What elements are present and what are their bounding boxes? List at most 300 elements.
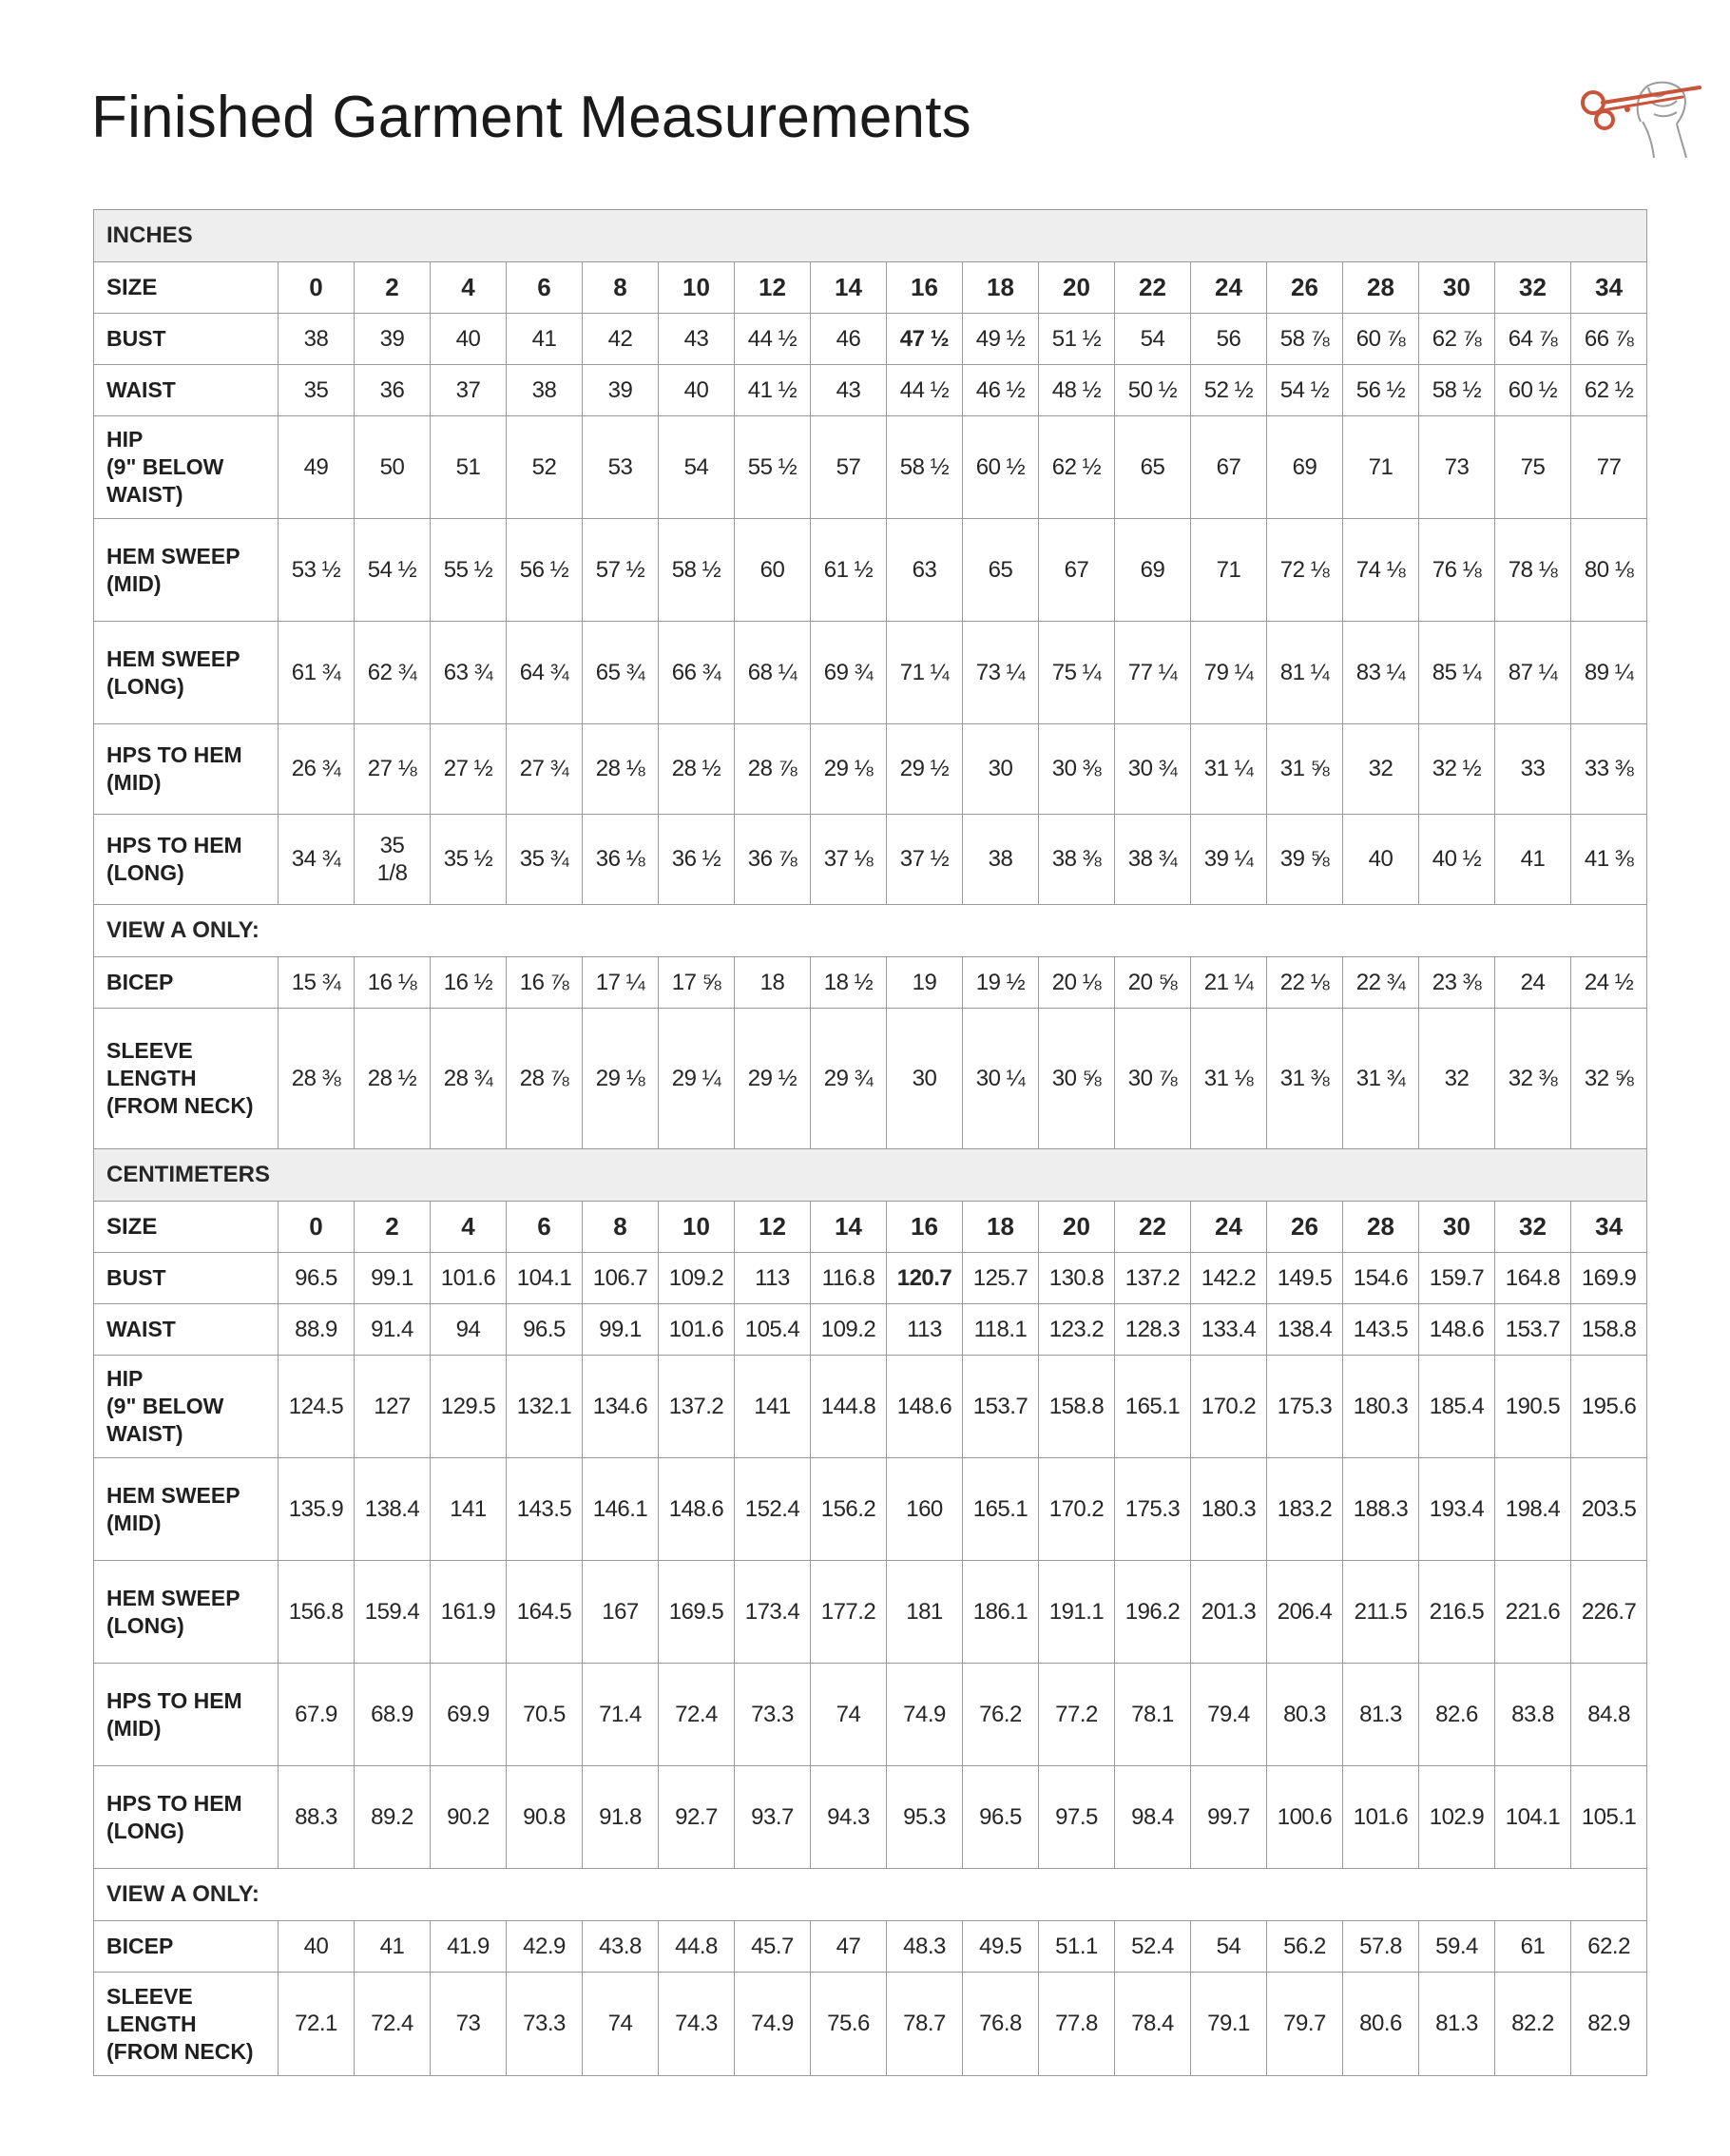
row-label: HEM SWEEP (MID) bbox=[94, 519, 279, 622]
hem-sweep-row bbox=[94, 622, 1647, 724]
value-cell: 101.6 bbox=[431, 1253, 507, 1304]
value-cell: 20 ⅛ bbox=[1039, 957, 1115, 1009]
value-cell: 173.4 bbox=[735, 1561, 811, 1664]
row-label: SIZE bbox=[94, 262, 279, 314]
row-label: HEM SWEEP (MID) bbox=[94, 1458, 279, 1561]
value-cell: 40 bbox=[659, 365, 735, 416]
value-cell: 39 ¼ bbox=[1191, 815, 1267, 905]
value-cell: 51 ½ bbox=[1039, 314, 1115, 365]
value-cell: 69.9 bbox=[431, 1664, 507, 1766]
size-row bbox=[94, 262, 1647, 314]
value-cell: 56 ½ bbox=[507, 519, 583, 622]
hip-row bbox=[94, 1356, 1647, 1458]
value-cell: 43 bbox=[659, 314, 735, 365]
value-cell: 30 ⅝ bbox=[1039, 1009, 1115, 1149]
value-cell: 24 bbox=[1495, 957, 1571, 1009]
value-cell: 60 ½ bbox=[963, 416, 1039, 519]
value-cell: 99.7 bbox=[1191, 1766, 1267, 1869]
measurements-table bbox=[93, 209, 1647, 2076]
row-label: HPS TO HEM (LONG) bbox=[94, 1766, 279, 1869]
view-a-header bbox=[94, 1869, 1647, 1921]
value-cell: 54 bbox=[1191, 1921, 1267, 1973]
value-cell: 99.1 bbox=[355, 1253, 431, 1304]
value-cell: 80.3 bbox=[1267, 1664, 1343, 1766]
value-cell: 142.2 bbox=[1191, 1253, 1267, 1304]
row-label: HEM SWEEP (LONG) bbox=[94, 1561, 279, 1664]
value-cell: 35 bbox=[279, 365, 355, 416]
value-cell: 40 bbox=[431, 314, 507, 365]
value-cell: 190.5 bbox=[1495, 1356, 1571, 1458]
section-header-label: INCHES bbox=[94, 210, 1647, 262]
value-cell: 28 bbox=[1343, 1202, 1419, 1253]
value-cell: 69 ¾ bbox=[811, 622, 887, 724]
value-cell: 56 ½ bbox=[1343, 365, 1419, 416]
value-cell: 91.4 bbox=[355, 1304, 431, 1356]
value-cell: 97.5 bbox=[1039, 1766, 1115, 1869]
value-cell: 32 ½ bbox=[1419, 724, 1495, 815]
value-cell: 180.3 bbox=[1191, 1458, 1267, 1561]
value-cell: 109.2 bbox=[659, 1253, 735, 1304]
value-cell: 95.3 bbox=[887, 1766, 963, 1869]
value-cell: 14 bbox=[811, 1202, 887, 1253]
value-cell: 113 bbox=[887, 1304, 963, 1356]
value-cell: 24 bbox=[1191, 1202, 1267, 1253]
value-cell: 53 ½ bbox=[279, 519, 355, 622]
value-cell: 83.8 bbox=[1495, 1664, 1571, 1766]
value-cell: 148.6 bbox=[659, 1458, 735, 1561]
value-cell: 41 bbox=[355, 1921, 431, 1973]
value-cell: 72.4 bbox=[355, 1973, 431, 2076]
value-cell: 75 ¼ bbox=[1039, 622, 1115, 724]
hps-to-hem-row bbox=[94, 724, 1647, 815]
value-cell: 2 bbox=[355, 1202, 431, 1253]
value-cell: 65 bbox=[1115, 416, 1191, 519]
value-cell: 57.8 bbox=[1343, 1921, 1419, 1973]
value-cell: 141 bbox=[735, 1356, 811, 1458]
value-cell: 96.5 bbox=[279, 1253, 355, 1304]
value-cell: 64 ¾ bbox=[507, 622, 583, 724]
value-cell: 148.6 bbox=[1419, 1304, 1495, 1356]
value-cell: 66 ⅞ bbox=[1571, 314, 1647, 365]
row-label: SLEEVE LENGTH (FROM NECK) bbox=[94, 1009, 279, 1149]
value-cell: 106.7 bbox=[583, 1253, 659, 1304]
value-cell: 90.2 bbox=[431, 1766, 507, 1869]
value-cell: 54 bbox=[1115, 314, 1191, 365]
value-cell: 34 ¾ bbox=[279, 815, 355, 905]
value-cell: 2 bbox=[355, 262, 431, 314]
value-cell: 71 bbox=[1343, 416, 1419, 519]
value-cell: 100.6 bbox=[1267, 1766, 1343, 1869]
value-cell: 94 bbox=[431, 1304, 507, 1356]
value-cell: 21 ¼ bbox=[1191, 957, 1267, 1009]
value-cell: 74 bbox=[811, 1664, 887, 1766]
value-cell: 73 ¼ bbox=[963, 622, 1039, 724]
value-cell: 41 bbox=[1495, 815, 1571, 905]
value-cell: 82.2 bbox=[1495, 1973, 1571, 2076]
value-cell: 81 ¼ bbox=[1267, 622, 1343, 724]
view-a-header-label: VIEW A ONLY: bbox=[94, 905, 1647, 957]
value-cell: 16 bbox=[887, 1202, 963, 1253]
value-cell: 42.9 bbox=[507, 1921, 583, 1973]
value-cell: 78 ⅛ bbox=[1495, 519, 1571, 622]
value-cell: 20 bbox=[1039, 1202, 1115, 1253]
waist-row bbox=[94, 365, 1647, 416]
value-cell: 55 ½ bbox=[735, 416, 811, 519]
value-cell: 28 ⅞ bbox=[735, 724, 811, 815]
value-cell: 20 ⅝ bbox=[1115, 957, 1191, 1009]
value-cell: 94.3 bbox=[811, 1766, 887, 1869]
value-cell: 58 ½ bbox=[1419, 365, 1495, 416]
row-label: SIZE bbox=[94, 1202, 279, 1253]
row-label: HPS TO HEM (MID) bbox=[94, 724, 279, 815]
value-cell: 28 ⅞ bbox=[507, 1009, 583, 1149]
section-header bbox=[94, 1149, 1647, 1202]
row-label: HEM SWEEP (LONG) bbox=[94, 622, 279, 724]
value-cell: 54 bbox=[659, 416, 735, 519]
value-cell: 34 bbox=[1571, 262, 1647, 314]
value-cell: 62 ½ bbox=[1039, 416, 1115, 519]
row-label: WAIST bbox=[94, 365, 279, 416]
value-cell: 23 ⅜ bbox=[1419, 957, 1495, 1009]
value-cell: 48.3 bbox=[887, 1921, 963, 1973]
value-cell: 165.1 bbox=[1115, 1356, 1191, 1458]
value-cell: 47 ½ bbox=[887, 314, 963, 365]
value-cell: 31 ⅜ bbox=[1267, 1009, 1343, 1149]
value-cell: 35 ½ bbox=[431, 815, 507, 905]
value-cell: 22 ⅛ bbox=[1267, 957, 1343, 1009]
value-cell: 66 ¾ bbox=[659, 622, 735, 724]
value-cell: 74 ⅛ bbox=[1343, 519, 1419, 622]
value-cell: 71.4 bbox=[583, 1664, 659, 1766]
value-cell: 32 bbox=[1495, 262, 1571, 314]
value-cell: 56.2 bbox=[1267, 1921, 1343, 1973]
value-cell: 90.8 bbox=[507, 1766, 583, 1869]
value-cell: 73 bbox=[1419, 416, 1495, 519]
value-cell: 164.8 bbox=[1495, 1253, 1571, 1304]
value-cell: 221.6 bbox=[1495, 1561, 1571, 1664]
value-cell: 148.6 bbox=[887, 1356, 963, 1458]
value-cell: 50 ½ bbox=[1115, 365, 1191, 416]
value-cell: 41 ½ bbox=[735, 365, 811, 416]
value-cell: 211.5 bbox=[1343, 1561, 1419, 1664]
section-header-label: CENTIMETERS bbox=[94, 1149, 1647, 1202]
value-cell: 130.8 bbox=[1039, 1253, 1115, 1304]
value-cell: 153.7 bbox=[963, 1356, 1039, 1458]
value-cell: 169.5 bbox=[659, 1561, 735, 1664]
value-cell: 127 bbox=[355, 1356, 431, 1458]
value-cell: 19 bbox=[887, 957, 963, 1009]
value-cell: 29 ¾ bbox=[811, 1009, 887, 1149]
value-cell: 59.4 bbox=[1419, 1921, 1495, 1973]
value-cell: 8 bbox=[583, 262, 659, 314]
row-label: BUST bbox=[94, 314, 279, 365]
value-cell: 33 ⅜ bbox=[1571, 724, 1647, 815]
value-cell: 96.5 bbox=[963, 1766, 1039, 1869]
value-cell: 46 bbox=[811, 314, 887, 365]
value-cell: 193.4 bbox=[1419, 1458, 1495, 1561]
value-cell: 45.7 bbox=[735, 1921, 811, 1973]
value-cell: 195.6 bbox=[1571, 1356, 1647, 1458]
value-cell: 123.2 bbox=[1039, 1304, 1115, 1356]
view-a-header-label: VIEW A ONLY: bbox=[94, 1869, 1647, 1921]
value-cell: 24 ½ bbox=[1571, 957, 1647, 1009]
value-cell: 46 ½ bbox=[963, 365, 1039, 416]
value-cell: 52 bbox=[507, 416, 583, 519]
value-cell: 29 ½ bbox=[735, 1009, 811, 1149]
value-cell: 96.5 bbox=[507, 1304, 583, 1356]
value-cell: 89 ¼ bbox=[1571, 622, 1647, 724]
value-cell: 77.2 bbox=[1039, 1664, 1115, 1766]
value-cell: 20 bbox=[1039, 262, 1115, 314]
value-cell: 156.2 bbox=[811, 1458, 887, 1561]
value-cell: 78.4 bbox=[1115, 1973, 1191, 2076]
value-cell: 37 bbox=[431, 365, 507, 416]
value-cell: 68.9 bbox=[355, 1664, 431, 1766]
value-cell: 88.9 bbox=[279, 1304, 355, 1356]
value-cell: 88.3 bbox=[279, 1766, 355, 1869]
value-cell: 58 ⅞ bbox=[1267, 314, 1343, 365]
value-cell: 81.3 bbox=[1343, 1664, 1419, 1766]
value-cell: 154.6 bbox=[1343, 1253, 1419, 1304]
value-cell: 38 bbox=[279, 314, 355, 365]
value-cell: 74.3 bbox=[659, 1973, 735, 2076]
value-cell: 16 bbox=[887, 262, 963, 314]
value-cell: 6 bbox=[507, 1202, 583, 1253]
value-cell: 181 bbox=[887, 1561, 963, 1664]
value-cell: 61 ½ bbox=[811, 519, 887, 622]
value-cell: 89.2 bbox=[355, 1766, 431, 1869]
value-cell: 40 bbox=[279, 1921, 355, 1973]
value-cell: 68 ¼ bbox=[735, 622, 811, 724]
value-cell: 78.7 bbox=[887, 1973, 963, 2076]
value-cell: 0 bbox=[279, 262, 355, 314]
value-cell: 19 ½ bbox=[963, 957, 1039, 1009]
value-cell: 73 bbox=[431, 1973, 507, 2076]
value-cell: 10 bbox=[659, 262, 735, 314]
value-cell: 40 bbox=[1343, 815, 1419, 905]
value-cell: 36 ⅛ bbox=[583, 815, 659, 905]
value-cell: 80 ⅛ bbox=[1571, 519, 1647, 622]
value-cell: 29 ¼ bbox=[659, 1009, 735, 1149]
value-cell: 40 ½ bbox=[1419, 815, 1495, 905]
value-cell: 146.1 bbox=[583, 1458, 659, 1561]
size-row bbox=[94, 1202, 1647, 1253]
value-cell: 104.1 bbox=[507, 1253, 583, 1304]
value-cell: 38 bbox=[507, 365, 583, 416]
value-cell: 180.3 bbox=[1343, 1356, 1419, 1458]
value-cell: 12 bbox=[735, 262, 811, 314]
value-cell: 73.3 bbox=[507, 1973, 583, 2076]
value-cell: 30 ⅜ bbox=[1039, 724, 1115, 815]
value-cell: 29 ½ bbox=[887, 724, 963, 815]
value-cell: 78.1 bbox=[1115, 1664, 1191, 1766]
row-label: BUST bbox=[94, 1253, 279, 1304]
waist-row bbox=[94, 1304, 1647, 1356]
value-cell: 76.2 bbox=[963, 1664, 1039, 1766]
value-cell: 27 ¾ bbox=[507, 724, 583, 815]
value-cell: 92.7 bbox=[659, 1766, 735, 1869]
value-cell: 22 bbox=[1115, 1202, 1191, 1253]
value-cell: 35 1/8 bbox=[355, 815, 431, 905]
value-cell: 57 bbox=[811, 416, 887, 519]
value-cell: 71 ¼ bbox=[887, 622, 963, 724]
value-cell: 36 ½ bbox=[659, 815, 735, 905]
value-cell: 134.6 bbox=[583, 1356, 659, 1458]
value-cell: 158.8 bbox=[1039, 1356, 1115, 1458]
value-cell: 38 bbox=[963, 815, 1039, 905]
value-cell: 72.1 bbox=[279, 1973, 355, 2076]
value-cell: 161.9 bbox=[431, 1561, 507, 1664]
value-cell: 87 ¼ bbox=[1495, 622, 1571, 724]
value-cell: 216.5 bbox=[1419, 1561, 1495, 1664]
value-cell: 143.5 bbox=[1343, 1304, 1419, 1356]
value-cell: 22 ¾ bbox=[1343, 957, 1419, 1009]
value-cell: 26 bbox=[1267, 262, 1343, 314]
hps-to-hem-row bbox=[94, 1664, 1647, 1766]
row-label: HIP (9" BELOW WAIST) bbox=[94, 1356, 279, 1458]
value-cell: 196.2 bbox=[1115, 1561, 1191, 1664]
value-cell: 31 ⅛ bbox=[1191, 1009, 1267, 1149]
value-cell: 32 ⅝ bbox=[1571, 1009, 1647, 1149]
value-cell: 79.7 bbox=[1267, 1973, 1343, 2076]
value-cell: 44 ½ bbox=[735, 314, 811, 365]
value-cell: 27 ⅛ bbox=[355, 724, 431, 815]
value-cell: 77 ¼ bbox=[1115, 622, 1191, 724]
value-cell: 165.1 bbox=[963, 1458, 1039, 1561]
value-cell: 6 bbox=[507, 262, 583, 314]
value-cell: 30 ¾ bbox=[1115, 724, 1191, 815]
value-cell: 52 ½ bbox=[1191, 365, 1267, 416]
value-cell: 102.9 bbox=[1419, 1766, 1495, 1869]
row-label: HIP (9" BELOW WAIST) bbox=[94, 416, 279, 519]
value-cell: 125.7 bbox=[963, 1253, 1039, 1304]
value-cell: 81.3 bbox=[1419, 1973, 1495, 2076]
value-cell: 52.4 bbox=[1115, 1921, 1191, 1973]
value-cell: 43 bbox=[811, 365, 887, 416]
value-cell: 26 bbox=[1267, 1202, 1343, 1253]
value-cell: 32 ⅜ bbox=[1495, 1009, 1571, 1149]
value-cell: 22 bbox=[1115, 262, 1191, 314]
value-cell: 77.8 bbox=[1039, 1973, 1115, 2076]
value-cell: 16 ⅛ bbox=[355, 957, 431, 1009]
value-cell: 67 bbox=[1191, 416, 1267, 519]
value-cell: 27 ½ bbox=[431, 724, 507, 815]
view-a-header bbox=[94, 905, 1647, 957]
value-cell: 79.1 bbox=[1191, 1973, 1267, 2076]
value-cell: 57 ½ bbox=[583, 519, 659, 622]
value-cell: 48 ½ bbox=[1039, 365, 1115, 416]
value-cell: 79.4 bbox=[1191, 1664, 1267, 1766]
row-label: HPS TO HEM (LONG) bbox=[94, 815, 279, 905]
value-cell: 84.8 bbox=[1571, 1664, 1647, 1766]
value-cell: 32 bbox=[1495, 1202, 1571, 1253]
bicep-row bbox=[94, 1921, 1647, 1973]
value-cell: 101.6 bbox=[1343, 1766, 1419, 1869]
section-header bbox=[94, 210, 1647, 262]
hps-to-hem-row bbox=[94, 815, 1647, 905]
value-cell: 51 bbox=[431, 416, 507, 519]
value-cell: 226.7 bbox=[1571, 1561, 1647, 1664]
value-cell: 8 bbox=[583, 1202, 659, 1253]
value-cell: 77 bbox=[1571, 416, 1647, 519]
value-cell: 0 bbox=[279, 1202, 355, 1253]
value-cell: 14 bbox=[811, 262, 887, 314]
value-cell: 113 bbox=[735, 1253, 811, 1304]
value-cell: 28 ⅜ bbox=[279, 1009, 355, 1149]
value-cell: 37 ½ bbox=[887, 815, 963, 905]
hem-sweep-row bbox=[94, 1458, 1647, 1561]
hand-holding-scissors-icon bbox=[1561, 55, 1703, 160]
value-cell: 58 ½ bbox=[887, 416, 963, 519]
value-cell: 138.4 bbox=[1267, 1304, 1343, 1356]
value-cell: 132.1 bbox=[507, 1356, 583, 1458]
value-cell: 63 bbox=[887, 519, 963, 622]
value-cell: 74.9 bbox=[887, 1664, 963, 1766]
row-label: WAIST bbox=[94, 1304, 279, 1356]
value-cell: 41 ⅜ bbox=[1571, 815, 1647, 905]
value-cell: 129.5 bbox=[431, 1356, 507, 1458]
hem-sweep-row bbox=[94, 519, 1647, 622]
value-cell: 69 bbox=[1267, 416, 1343, 519]
value-cell: 175.3 bbox=[1115, 1458, 1191, 1561]
value-cell: 28 ½ bbox=[355, 1009, 431, 1149]
value-cell: 31 ¾ bbox=[1343, 1009, 1419, 1149]
value-cell: 51.1 bbox=[1039, 1921, 1115, 1973]
value-cell: 18 ½ bbox=[811, 957, 887, 1009]
value-cell: 65 bbox=[963, 519, 1039, 622]
value-cell: 44 ½ bbox=[887, 365, 963, 416]
value-cell: 160 bbox=[887, 1458, 963, 1561]
value-cell: 169.9 bbox=[1571, 1253, 1647, 1304]
value-cell: 85 ¼ bbox=[1419, 622, 1495, 724]
value-cell: 99.1 bbox=[583, 1304, 659, 1356]
value-cell: 56 bbox=[1191, 314, 1267, 365]
value-cell: 62.2 bbox=[1571, 1921, 1647, 1973]
value-cell: 70.5 bbox=[507, 1664, 583, 1766]
bust-row bbox=[94, 1253, 1647, 1304]
value-cell: 152.4 bbox=[735, 1458, 811, 1561]
value-cell: 74.9 bbox=[735, 1973, 811, 2076]
value-cell: 30 bbox=[1419, 1202, 1495, 1253]
value-cell: 128.3 bbox=[1115, 1304, 1191, 1356]
value-cell: 18 bbox=[735, 957, 811, 1009]
value-cell: 201.3 bbox=[1191, 1561, 1267, 1664]
value-cell: 80.6 bbox=[1343, 1973, 1419, 2076]
value-cell: 4 bbox=[431, 1202, 507, 1253]
value-cell: 69 bbox=[1115, 519, 1191, 622]
value-cell: 67 bbox=[1039, 519, 1115, 622]
value-cell: 164.5 bbox=[507, 1561, 583, 1664]
value-cell: 44.8 bbox=[659, 1921, 735, 1973]
value-cell: 29 ⅛ bbox=[811, 724, 887, 815]
value-cell: 16 ⅞ bbox=[507, 957, 583, 1009]
value-cell: 42 bbox=[583, 314, 659, 365]
value-cell: 39 bbox=[355, 314, 431, 365]
value-cell: 18 bbox=[963, 1202, 1039, 1253]
value-cell: 76.8 bbox=[963, 1973, 1039, 2076]
value-cell: 76 ⅛ bbox=[1419, 519, 1495, 622]
value-cell: 65 ¾ bbox=[583, 622, 659, 724]
value-cell: 144.8 bbox=[811, 1356, 887, 1458]
page-title: Finished Garment Measurements bbox=[91, 85, 971, 150]
value-cell: 177.2 bbox=[811, 1561, 887, 1664]
value-cell: 47 bbox=[811, 1921, 887, 1973]
value-cell: 55 ½ bbox=[431, 519, 507, 622]
sleeve-row bbox=[94, 1009, 1647, 1149]
value-cell: 105.4 bbox=[735, 1304, 811, 1356]
value-cell: 137.2 bbox=[1115, 1253, 1191, 1304]
value-cell: 61 ¾ bbox=[279, 622, 355, 724]
